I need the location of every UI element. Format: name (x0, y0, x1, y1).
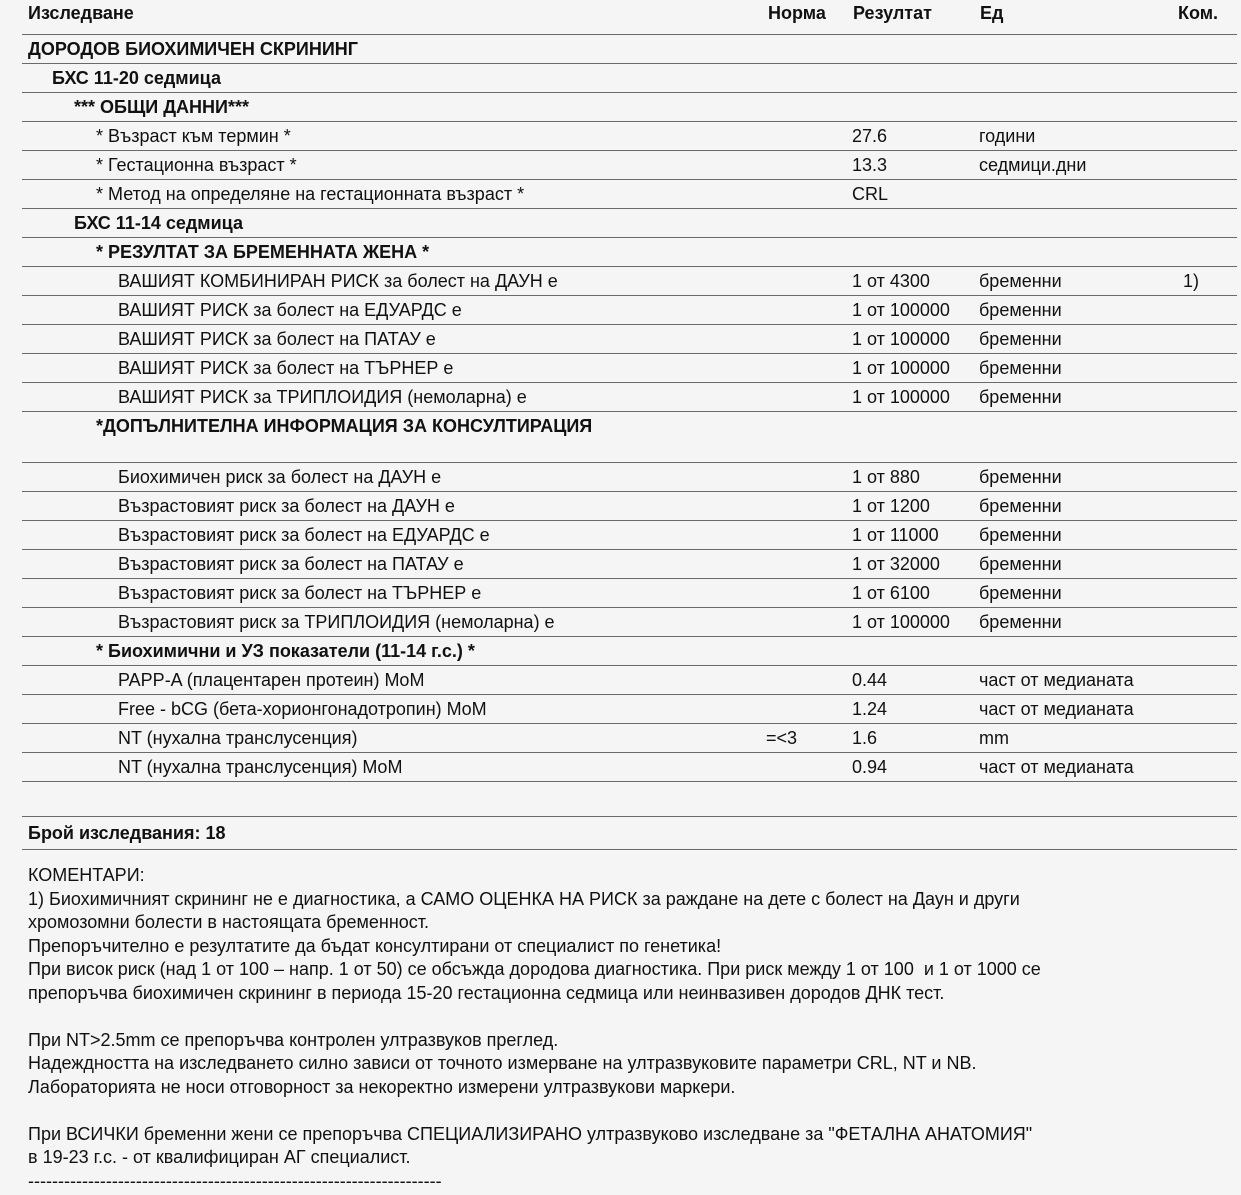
test-name: PAPP-A (плацентарен протеин) MoM (118, 670, 425, 690)
test-name: БХС 11-14 седмица (74, 213, 243, 233)
result-value: 1.6 (852, 728, 878, 748)
test-name: NT (нухална транслусенция) MoM (118, 757, 403, 777)
test-name: Възрастовият риск за болест на ДАУН е (118, 496, 455, 516)
unit-value: бременни (979, 612, 1062, 632)
table-row (22, 324, 1237, 353)
section-header-row (22, 34, 1237, 63)
table-row (22, 578, 1237, 607)
test-name: ВАШИЯТ РИСК за болест на ТЪРНЕР е (118, 358, 454, 378)
result-value: 1 от 880 (852, 467, 920, 487)
col-comment-header: Ком. (1178, 3, 1219, 23)
test-name: Възрастовият риск за болест на ПАТАУ е (118, 554, 464, 574)
col-test-header: Изследване (28, 3, 134, 23)
unit-value: част от медианата (979, 699, 1134, 719)
table-row (22, 520, 1237, 549)
comment-line: При ВСИЧКИ бременни жени се препоръчва СПЕЦИАЛИЗИРАНО ултразвуково изследване за "ФЕТАЛНА АНАТОМИЯ" (28, 1123, 1033, 1144)
unit-value: mm (979, 728, 1009, 748)
section-header-row (22, 92, 1237, 121)
test-count (22, 816, 1237, 850)
unit-value: част от медианата (979, 670, 1134, 690)
unit-value: години (979, 126, 1036, 146)
result-value: 27.6 (852, 126, 888, 146)
table-row (22, 382, 1237, 411)
comment-ref: 1) (1183, 271, 1200, 291)
comment-line: препоръчва биохимичен скрининг в периода 15-20 гестационна седмица или неинвазивен дородов ДНК тест. (28, 982, 945, 1003)
table-row (22, 295, 1237, 324)
comment-separator: --------------------------------------------------------------------- (28, 1170, 442, 1191)
test-count-label: Брой изследвания: 18 (28, 823, 226, 843)
unit-value: бременни (979, 387, 1062, 407)
table-header (0, 0, 1241, 30)
test-name: ВАШИЯТ РИСК за болест на ЕДУАРДС е (118, 300, 462, 320)
unit-value: бременни (979, 496, 1062, 516)
table-row (22, 723, 1237, 752)
table-row (22, 694, 1237, 723)
comment-line: хромозомни болести в настоящата бременност. (28, 912, 430, 932)
section-header-row (22, 411, 1237, 462)
table-row (22, 462, 1237, 491)
table-row (22, 266, 1237, 295)
table-row (22, 491, 1237, 520)
result-value: 0.94 (852, 757, 888, 777)
test-name: ВАШИЯТ РИСК за ТРИПЛОИДИЯ (немоларна) е (118, 387, 527, 407)
table-row (22, 549, 1237, 578)
table-row (22, 179, 1237, 208)
comment-line: в 19-23 г.с. - от квалифициран АГ специалист. (28, 1147, 411, 1167)
test-name: * РЕЗУЛТАТ ЗА БРЕМЕННАТА ЖЕНА * (96, 242, 430, 262)
test-name: БХС 11-20 седмица (52, 68, 221, 88)
result-value: 1 от 4300 (852, 271, 930, 291)
test-name: * Биохимични и УЗ показатели (11-14 г.с.) * (96, 641, 475, 661)
result-value: 1 от 1200 (852, 496, 930, 516)
unit-value: бременни (979, 358, 1062, 378)
unit-value: бременни (979, 329, 1062, 349)
result-value: 1 от 100000 (852, 300, 950, 320)
result-value: 1 от 11000 (852, 525, 939, 545)
table-row (22, 150, 1237, 179)
test-name: ВАШИЯТ КОМБИНИРАН РИСК за болест на ДАУН е (118, 271, 558, 291)
test-name: NT (нухална транслусенция) (118, 728, 358, 748)
result-value: 1 от 6100 (852, 583, 930, 603)
table-row (22, 121, 1237, 150)
table-row (22, 353, 1237, 382)
col-unit-header: Ед (980, 3, 1004, 23)
table-row (22, 665, 1237, 694)
col-norm-header: Норма (768, 3, 826, 23)
result-value: 1 от 100000 (852, 612, 950, 632)
table-bottom-rule (22, 781, 1237, 782)
section-header-row (22, 636, 1237, 665)
unit-value: бременни (979, 271, 1062, 291)
test-name: Възрастовият риск за ТРИПЛОИДИЯ (немоларна) е (118, 612, 555, 632)
table-row (22, 607, 1237, 636)
unit-value: част от медианата (979, 757, 1134, 777)
section-header-row (22, 63, 1237, 92)
norm-value: =<3 (766, 728, 798, 748)
comment-line: Лабораторията не носи отговорност за некоректно измерени ултразвукови маркери. (28, 1076, 736, 1097)
result-value: CRL (852, 184, 889, 204)
test-name: ВАШИЯТ РИСК за болест на ПАТАУ е (118, 329, 436, 349)
test-name: Възрастовият риск за болест на ТЪРНЕР е (118, 583, 482, 603)
result-value: 1.24 (852, 699, 888, 719)
comment-line: Надеждността на изследването силно зависи от точното измерване на ултразвуковите параметри CRL, NT и NB. (28, 1053, 977, 1073)
table-row (22, 752, 1237, 781)
test-name: * Възраст към термин * (96, 126, 291, 146)
test-name: * Гестационна възраст * (96, 155, 297, 175)
test-name: *** ОБЩИ ДАННИ*** (74, 97, 250, 117)
result-value: 1 от 100000 (852, 358, 950, 378)
result-value: 1 от 32000 (852, 554, 940, 574)
comments-title: КОМЕНТАРИ: (28, 865, 145, 885)
comment-line: При NT>2.5mm се препоръчва контролен ултразвуков преглед. (28, 1029, 559, 1050)
unit-value: бременни (979, 467, 1062, 487)
test-name: Free - bCG (бета-хорионгонадотропин) MoM (118, 699, 487, 719)
test-name: Възрастовият риск за болест на ЕДУАРДС е (118, 525, 490, 545)
section-header-row (22, 208, 1237, 237)
unit-value: бременни (979, 583, 1062, 603)
test-name: *ДОПЪЛНИТЕЛНА ИНФОРМАЦИЯ ЗА КОНСУЛТИРАЦИЯ (96, 416, 593, 436)
test-name: * Метод на определяне на гестационната възраст * (96, 184, 525, 204)
unit-value: бременни (979, 525, 1062, 545)
comments-section (28, 864, 1228, 1193)
unit-value: бременни (979, 300, 1062, 320)
col-result-header: Резултат (853, 3, 932, 23)
result-value: 13.3 (852, 155, 888, 175)
section-header-row (22, 237, 1237, 266)
unit-value: бременни (979, 554, 1062, 574)
test-name: ДОРОДОВ БИОХИМИЧЕН СКРИНИНГ (28, 39, 358, 59)
comment-line: Препоръчително е резултатите да бъдат консултирани от специалист по генетика! (28, 935, 722, 956)
result-value: 1 от 100000 (852, 387, 950, 407)
result-value: 1 от 100000 (852, 329, 950, 349)
comment-line: При висок риск (над 1 от 100 – напр. 1 от 50) се обсъжда дородова диагностика. При риск между 1 от 100 и 1 от 1000 се (28, 959, 1041, 979)
comment-line (28, 1099, 1228, 1123)
comment-line (28, 1005, 1228, 1029)
unit-value: седмици.дни (979, 155, 1087, 175)
test-name: Биохимичен риск за болест на ДАУН е (118, 467, 442, 487)
result-value: 0.44 (852, 670, 888, 690)
results-table (22, 34, 1237, 782)
comment-line: 1) Биохимичният скрининг не е диагностика, а САМО ОЦЕНКА НА РИСК за раждане на дете с болест на Даун и други (28, 888, 1020, 909)
